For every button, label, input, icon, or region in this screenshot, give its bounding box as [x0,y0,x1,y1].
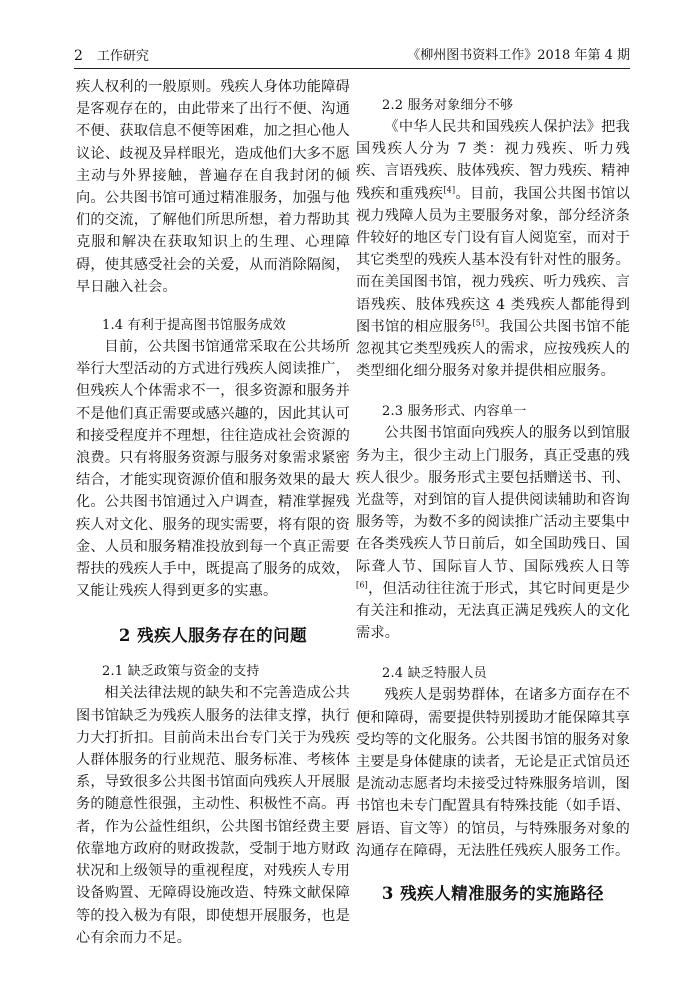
section-name: 工作研究 [96,49,149,64]
paragraph-2-1: 相关法律法规的缺失和不完善造成公共图书馆缺乏为残疾人服务的法律支撑，执行力大打折扣。目前尚未出台专门关于为残疾人群体服务的行业规范、服务标准、考核体系，导致很多公共图书馆面向残疾人开展服务的随意性很强，主动性、积极性不高。再者，作为公益性组织，公共图书馆经费主要依靠地方政府的财政拨款，受制于地方财政状况和上级领导的重视程度，对残疾人专用设备购置、无障碍设施改造、特殊文献保障等的投入极为有限，即使想开展服务，也是心有余而力不足。 [76,685,350,946]
subheading-2-3: 2.3 服务形式、内容单一 [382,404,527,420]
subheading-1-4: 1.4 有利于提高图书馆服务成效 [102,318,287,334]
section-heading-3: 3 残疾人精准服务的实施路径 [381,884,605,904]
header-left [74,46,149,67]
text-run: 。目前，我国公共图书馆以视力残障人员为主要服务对象，部分经济条件较好的地区专门设有盲人阅览室，而对于其它类型的残疾人基本没有针对性的服务。而在美国图书馆，视力残疾、听力残疾、言语残疾、肢体残疾这 4 类残疾人都能得到图书馆的相应服务 [356,185,630,335]
subheading-2-2: 2.2 服务对象细分不够 [382,98,514,113]
right-column [356,76,630,906]
paragraph-2-4: 残疾人是弱势群体，在诸多方面存在不便和障碍，需要提供特别援助才能保障其享受均等的文化服务。公共图书馆的服务对象主要是身体健康的读者，无论是正式馆员还是流动志愿者均未接受过特殊服务培训，图书馆也未专门配置具有特殊技能（如手语、唇语、盲文等）的馆员，与特殊服务对象的沟通存在障碍，无法胜任残疾人服务工作。 [356,687,630,859]
subheading-2-4: 2.4 缺乏特服人员 [382,666,487,682]
section-heading-2: 2 残疾人服务存在的问题 [118,626,308,646]
text-run: 《中华人民共和国残疾人保护法》把我国残疾人分为 7 类：视力残疾、听力残疾、言语残疾、肢体残疾、智力残疾、精神残疾和重残疾 [356,119,630,202]
running-header [74,46,630,69]
text-run: 。我国公共图书馆不能忽视其它类型残疾人的需求，应按残疾人的类型细化细分服务对象并提供相应服务。 [356,318,630,380]
subheading-2-1: 2.1 缺乏政策与资金的支持 [102,664,260,680]
text-run: ，但活动往往流于形式，其它时间更是少有关注和推动，无法真正满足残疾人的文化需求。 [356,580,630,642]
paragraph-continued: 疾人权利的一般原则。残疾人身体功能障碍是客观存在的，由此带来了出行不便、沟通不便、获取信息不便等困难，加之担心他人议论、歧视及异样眼光，造成他们大多不愿主动与外界接触，普遍存在自我封闭的倾向。公共图书馆可通过精准服务，加强与他们的交流，了解他们所思所想，着力帮助其克服和解决在获取知识上的生理、心理障碍，使其感受社会的关爱，从而消除隔阂，早日融入社会。 [76,79,350,295]
citation-4: [4] [443,184,456,194]
citation-6: [6] [356,580,368,590]
left-column [76,76,350,949]
paragraph-2-2 [356,116,630,382]
journal-title: 《柳州图书资料工作》2018 年第 4 期 [407,48,630,63]
paragraph-1-4: 目前，公共图书馆通常采取在公共场所举行大型活动的方式进行残疾人阅读推广，但残疾人个体需求不一，很多资源和服务并不是他们真正需要或感兴趣的，因此其认可和接受程度并不理想，往往造成社会资源的浪费。只有将服务资源与服务对象需求紧密结合，才能实现资源价值和服务效果的最大化。公共图书馆通过入户调查，精准掌握残疾人对文化、服务的现实需要，将有限的资金、人员和服务精准投放到每一个真正需要帮扶的残疾人手中，既提高了服务的成效，又能让残疾人得到更多的实惠。 [76,339,350,600]
text-run: 公共图书馆面向残疾人的服务以到馆服务为主，很少主动上门服务，真正受惠的残疾人很少。服务形式主要包括赠送书、刊、光盘等，对到馆的盲人提供阅读辅助和咨询服务等，为数不多的阅读推广活动主要集中在各类残疾人节日前后，如全国助残日、国际聋人节、国际盲人节、国际残疾人日等 [356,425,630,575]
citation-5: [5] [472,318,485,328]
paragraph-2-3 [356,422,630,644]
page-number: 2 [74,48,83,64]
